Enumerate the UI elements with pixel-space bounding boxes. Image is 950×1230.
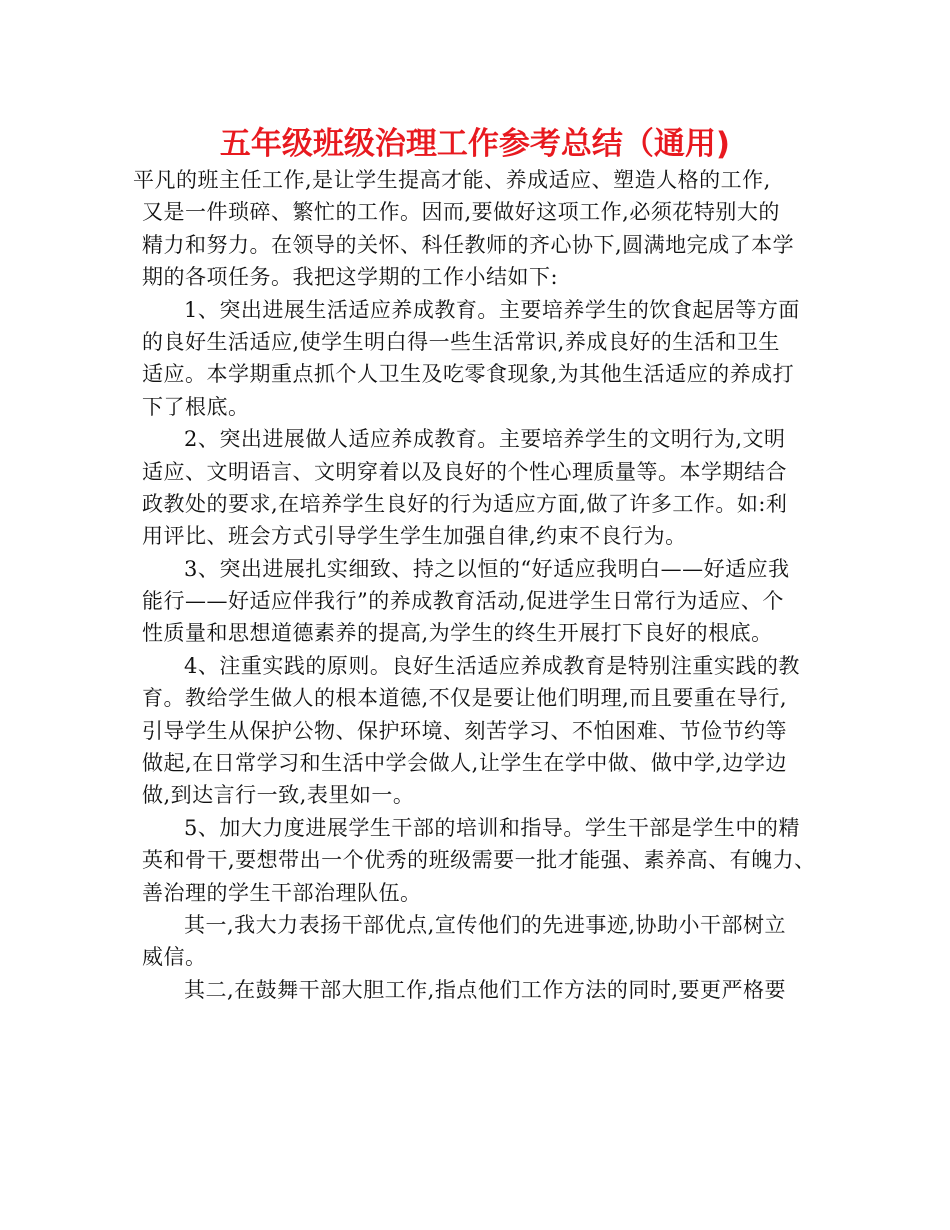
- document-title: 五年级班级治理工作参考总结（通用): [219, 126, 731, 162]
- text-line: 期的各项任务。我把这学期的工作小结如下:: [142, 265, 559, 290]
- text-line: 1、突出进展生活适应养成教育。主要培养学生的饮食起居等方面: [184, 297, 800, 322]
- text-line: 能行——好适应伴我行”的养成教育活动,促进学生日常行为适应、个: [142, 589, 784, 614]
- text-line: 政教处的要求,在培养学生良好的行为适应方面,做了许多工作。如:利: [142, 491, 788, 516]
- text-line: 做,到达言行一致,表里如一。: [142, 783, 415, 808]
- text-line: 善治理的学生干部治理队伍。: [142, 880, 422, 905]
- text-line: 4、注重实践的原则。良好生活适应养成教育是特别注重实践的教: [184, 653, 800, 678]
- text-line: 2、突出进展做人适应养成教育。主要培养学生的文明行为,文明: [184, 427, 786, 452]
- document-body: [133, 164, 822, 1006]
- text-line: 下了根底。: [142, 394, 250, 419]
- text-line: 用评比、班会方式引导学生学生加强自律,约束不良行为。: [142, 524, 687, 549]
- text-line: 3、突出进展扎实细致、持之以恒的“好适应我明白——好适应我: [184, 556, 790, 581]
- text-line: 引导学生从保护公物、保护环境、刻苦学习、不怕困难、节俭节约等: [142, 718, 787, 743]
- text-line: 做起,在日常学习和生活中学会做人,让学生在学中做、做中学,边学边: [142, 751, 788, 776]
- text-line: 其二,在鼓舞干部大胆工作,指点他们工作方法的同时,要更严格要: [184, 977, 787, 1002]
- text-line: 又是一件琐碎、繁忙的工作。因而,要做好这项工作,必须花特别大的: [142, 200, 780, 225]
- text-line: 5、加大力度进展学生干部的培训和指导。学生干部是学生中的精: [184, 815, 800, 840]
- text-line: 平凡的班主任工作,是让学生提高才能、养成适应、塑造人格的工作,: [133, 168, 771, 192]
- text-line: 英和骨干,要想带出一个优秀的班级需要一批才能强、素养高、有魄力、: [142, 848, 816, 873]
- text-line: 其一,我大力表扬干部优点,宣传他们的先进事迹,协助小干部树立: [184, 912, 787, 937]
- text-line: 精力和努力。在领导的关怀、科任教师的齐心协下,圆满地完成了本学: [142, 232, 795, 257]
- text-line: 适应、文明语言、文明穿着以及良好的个性心理质量等。本学期结合: [142, 459, 787, 484]
- text-line: 的良好生活适应,使学生明白得一些生活常识,养成良好的生活和卫生: [142, 329, 780, 354]
- text-line: 适应。本学期重点抓个人卫生及吃零食现象,为其他生活适应的养成打: [142, 362, 795, 387]
- text-line: 育。教给学生做人的根本道德,不仅是要让他们明理,而且要重在导行,: [142, 686, 788, 711]
- text-line: 威信。: [142, 945, 207, 970]
- text-line: 性质量和思想道德素养的提高,为学生的终生开展打下良好的根底。: [142, 621, 773, 646]
